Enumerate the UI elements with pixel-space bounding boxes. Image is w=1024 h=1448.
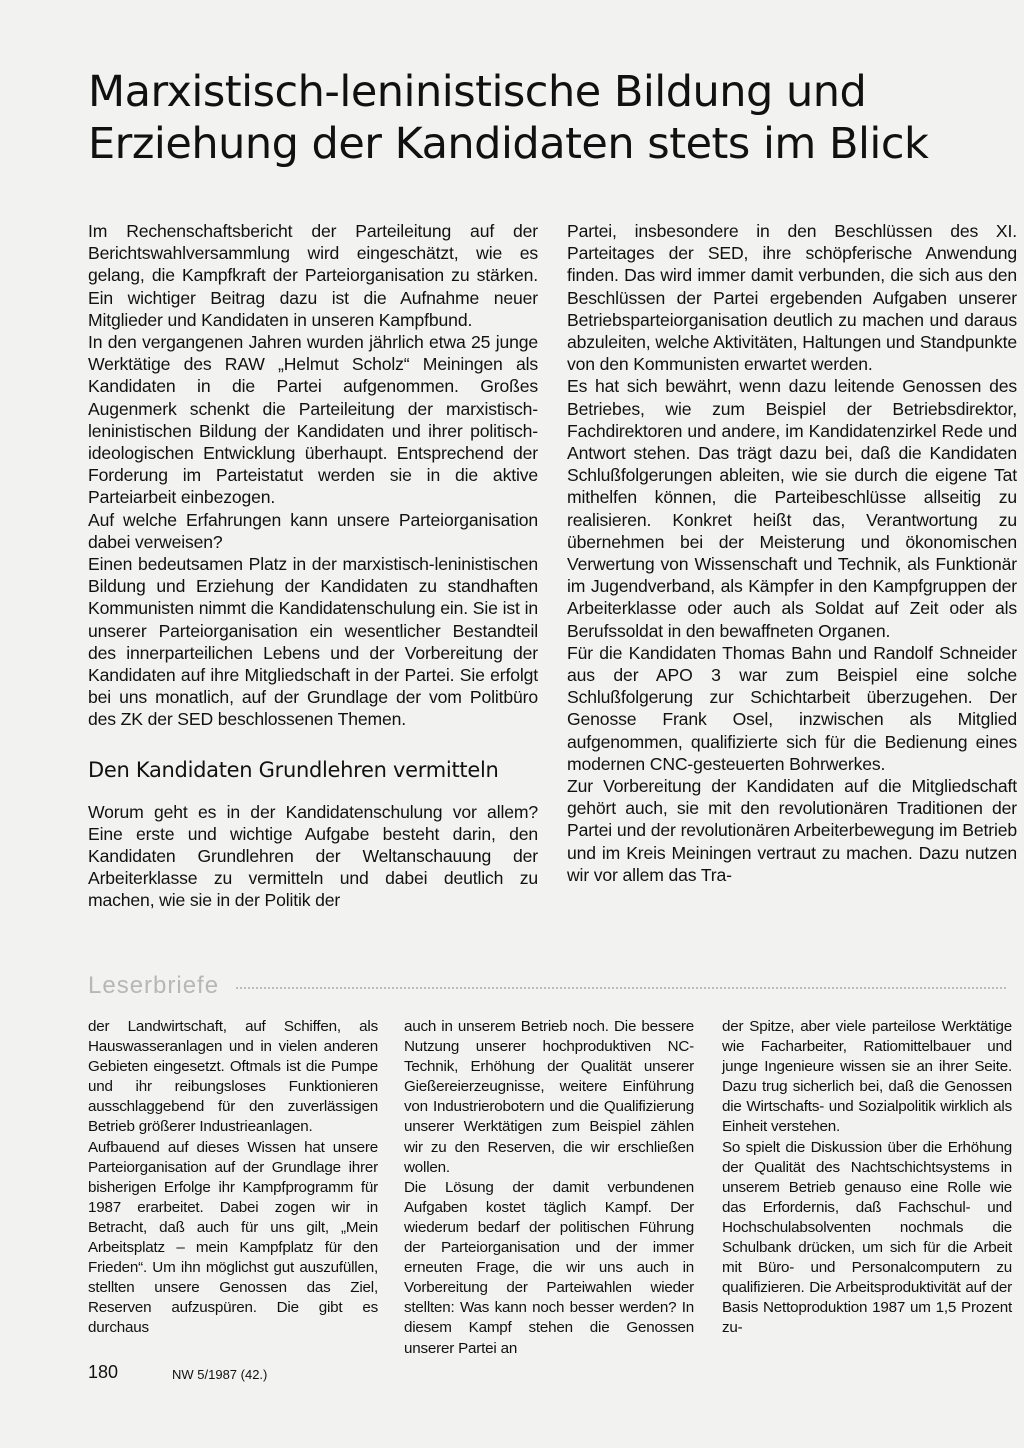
- article-column-left: [88, 220, 538, 912]
- paragraph: Worum geht es in der Kandidatenschulung vor allem? Eine erste und wichtige Aufgabe besteht darin, den Kandidaten Grundlehren der Weltanschauung der Arbeiterklasse zu vermitteln und dabei deutlich zu machen, wie sie in der Politik der: [88, 801, 538, 911]
- paragraph: Die Lösung der damit verbundenen Aufgaben kostet täglich Kampf. Der wiederum bedarf der politischen Führung der Parteiorganisation und der immer erneuten Frage, die wir uns auch in Vorbereitung der Parteiwahlen wieder stellten: Was kann noch besser werden? In diesem Kampf stehen die Genossen unserer Partei an: [404, 1178, 694, 1357]
- article-title-line-1: Marxistisch-leninistische Bildung und: [88, 67, 867, 117]
- article-column-right: [567, 220, 1017, 886]
- paragraph: auch in unserem Betrieb noch. Die bessere Nutzung unserer hochproduktiven NC-Technik, Erhöhung der Qualität unserer Gießereierzeugnisse, weitere Einführung von Industrierobotern und die Qualifizierung unserer Werktätigen zum Beispiel zählen wir zu den Reserven, die wir erschließen wollen.: [404, 1018, 694, 1176]
- paragraph: Es hat sich bewährt, wenn dazu leitende Genossen des Betriebes, wie zum Beispiel der Betriebsdirektor, Fachdirektoren und andere, im Kandidatenzirkel Rede und Antwort stehen. Das trägt dazu bei, daß die Kandidaten Schlußfolgerungen ableiten, wie sie durch die eigene Tat mithelfen können, die Parteibeschlüsse allseitig zu realisieren. Konkret heißt das, Verantwortung zu übernehmen bei der Meisterung und ökonomischen Verwertung von Wissenschaft und Technik, als Funktionär im Jugendverband, als Kämpfer in den Kampfgruppen der Arbeiterklasse oder auch als Soldat auf Zeit oder als Berufssoldat in den bewaffneten Organen.: [567, 376, 1017, 641]
- article-title-line-2: Erziehung der Kandidaten stets im Blick: [88, 119, 929, 169]
- letters-section-title: Leserbriefe: [88, 972, 220, 999]
- letters-column-1: [88, 1017, 378, 1339]
- section-subheading: Den Kandidaten Grundlehren vermitteln: [88, 757, 499, 782]
- paragraph: Auf welche Erfahrungen kann unsere Parteiorganisation dabei verweisen?: [88, 509, 538, 552]
- paragraph: Im Rechenschaftsbericht der Parteileitung auf der Berichtswahlversammlung wird eingeschätzt, wie es gelang, die Kampfkraft der Parteiorganisation zu stärken. Ein wichtiger Beitrag dazu ist die Aufnahme neuer Mitglieder und Kandidaten in unseren Kampfbund.: [88, 221, 538, 330]
- journal-reference: NW 5/1987 (42.): [172, 1367, 268, 1382]
- dotted-divider: [236, 987, 1006, 989]
- letters-column-2: [404, 1017, 694, 1359]
- paragraph: So spielt die Diskussion über die Erhöhung der Qualität des Nachtschichtsystems in unserem Betrieb genauso eine Rolle wie das Erfordernis, daß Fachschul- und Hochschulabsolventen nochmals die Schulbank drücken, um sich für die Arbeit mit Büro- und Personalcomputern zu qualifizieren. Die Arbeitsproduktivität auf der Basis Nettoproduktion 1987 um 1,5 Prozent zu-: [722, 1138, 1012, 1337]
- paragraph: der Landwirtschaft, auf Schiffen, als Hauswasseranlagen und in vielen anderen Gebieten eingesetzt. Oftmals ist die Pumpe und ihr reibungsloses Funktionieren ausschlaggebend für den zuverlässigen Betrieb größerer Industrieanlagen.: [88, 1018, 378, 1136]
- paragraph: Aufbauend auf dieses Wissen hat unsere Parteiorganisation auf der Grundlage ihrer bisherigen Erfolge ihr Kampfprogramm für 1987 erarbeitet. Dabei zogen wir in Betracht, daß auch für uns gilt, „Mein Arbeitsplatz – mein Kampfplatz für den Frieden“. Um ihn möglichst gut auszufüllen, stellten unsere Genossen das Ziel, Reserven aufzuspüren. Die gibt es durchaus: [88, 1138, 378, 1337]
- paragraph: Partei, insbesondere in den Beschlüssen des XI. Parteitages der SED, ihre schöpferische Anwendung finden. Das wird immer damit verbunden, die sich aus den Beschlüssen der Partei ergebenden Aufgaben unserer Betriebsparteiorganisation deutlich zu machen und daraus abzuleiten, welche Aktivitäten, Haltungen und Standpunkte von den Kommunisten erwartet werden.: [567, 221, 1017, 375]
- page-number: 180: [88, 1362, 119, 1382]
- letters-column-3: [722, 1017, 1012, 1339]
- paragraph: Für die Kandidaten Thomas Bahn und Randolf Schneider aus der APO 3 war zum Beispiel eine solche Schlußfolgerung zur Schichtarbeit überzugehen. Der Genosse Frank Osel, inzwischen als Mitglied aufgenommen, qualifizierte sich für die Bedienung eines modernen CNC-gesteuerten Bohrwerkes.: [567, 642, 1017, 774]
- paragraph: der Spitze, aber viele parteilose Werktätige wie Facharbeiter, Ratiomittelbauer und junge Ingenieure wissen sie an ihrer Seite. Dazu trug sicherlich bei, daß die Genossen die Wirtschafts- und Sozialpolitik wirklich als Einheit verstehen.: [722, 1018, 1012, 1136]
- article-title: [88, 66, 948, 170]
- paragraph: Einen bedeutsamen Platz in der marxistisch-leninistischen Bildung und Erziehung der Kandidaten zu standhaften Kommunisten nimmt die Kandidatenschulung ein. Sie ist in unserer Parteiorganisation ein wesentlicher Bestandteil des innerparteilichen Lebens und der Vorbereitung der Kandidaten auf ihre Mitgliedschaft in der Partei. Sie erfolgt bei uns monatlich, auf der Grundlage der vom Politbüro des ZK der SED beschlossenen Themen.: [88, 554, 538, 730]
- letters-section-header: [88, 972, 1008, 1000]
- paragraph: Zur Vorbereitung der Kandidaten auf die Mitgliedschaft gehört auch, sie mit den revolutionären Traditionen der Partei und der revolutionären Arbeiterbewegung im Betrieb und im Kreis Meiningen vertraut zu machen. Dazu nutzen wir vor allem das Tra-: [567, 776, 1017, 885]
- paragraph: In den vergangenen Jahren wurden jährlich etwa 25 junge Werktätige des RAW „Helmut Scholz“ Meiningen als Kandidaten in die Partei aufgenommen. Großes Augenmerk schenkt die Parteileitung der marxistisch-leninistischen Bildung der Kandidaten und ihrer politisch-ideologischen Entwicklung überhaupt. Entsprechend der Forderung im Parteistatut werden sie in die aktive Parteiarbeit einbezogen.: [88, 332, 538, 508]
